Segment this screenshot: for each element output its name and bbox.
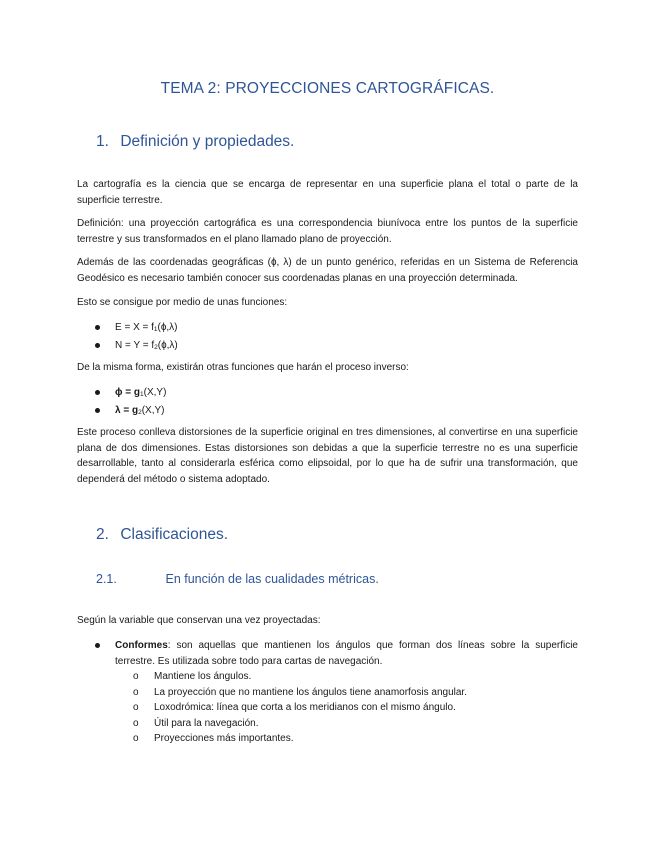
section-2-1-heading [96, 572, 379, 586]
inverse-functions-list [95, 385, 166, 421]
bullet-icon [95, 390, 100, 395]
section-2-number: 2. [96, 526, 109, 543]
paragraph-definicion: Definición: una proyección cartográfica es una correspondencia biunívoca entre los puntos de la superficie terrestre y sus transformados en el plano llamado plano de proyección. [77, 218, 578, 245]
paragraph-inverse-intro: De la misma forma, existirán otras funciones que harán el proceso inverso: [77, 362, 409, 373]
bullet-icon [95, 408, 100, 413]
sub-list-item: o Mantiene los ángulos. [115, 669, 578, 685]
circle-bullet-icon: o [133, 733, 139, 744]
section-1-title: Definición y propiedades. [120, 133, 295, 150]
circle-bullet-icon: o [133, 671, 139, 682]
circle-bullet-icon: o [133, 686, 139, 698]
list-item-conformes [95, 638, 578, 747]
paragraph-funciones-intro: Esto se consigue por medio de unas funciones: [77, 297, 288, 308]
paragraph-cartografia: La cartografía es la ciencia que se encarga de representar en una superficie plana el total o parte de la superficie terrestre. [77, 179, 578, 206]
list-item: $E = X = f_1(ɸ,\lambda)$ [95, 320, 178, 338]
conformes-description: : son aquellas que mantienen los ángulos que forman dos líneas sobre la superficie terrestre. Es utilizada sobre todo para cartas de navegación. [115, 640, 578, 667]
list-item: $\lambda = g_2(X,Y)$ [95, 403, 166, 421]
sub-list-item: o Útil para la navegación. [115, 716, 578, 732]
section-2-1-title: En función de las cualidades métricas. [165, 572, 379, 586]
sub-list-item: o Proyecciones más importantes. [115, 731, 578, 747]
sub-list-item: o Loxodrómica: línea que corta a los meridianos con el mismo ángulo. [115, 700, 578, 716]
conformes-term: Conformes [115, 640, 168, 651]
paragraph-variable: Según la variable que conservan una vez proyectadas: [77, 615, 321, 626]
paragraph-distorsiones: Este proceso conlleva distorsiones de la superficie original en tres dimensiones, al convertirse en una superficie plana de dos dimensiones. Estas distorsiones son debidas a que la superficie terrestre no es una superficie desarrollable, tanto al considerarla esférica como elipsoidal, por lo que ha de sufrir una transformación, que dependerá del método o sistema adoptado. [77, 427, 578, 485]
document-title: TEMA 2: PROYECCIONES CARTOGRÁFICAS. [160, 80, 495, 97]
classification-list [95, 638, 578, 747]
bullet-icon [95, 643, 100, 648]
list-item: ɸ = $g_1(X,Y)$ [95, 385, 166, 403]
section-1-number: 1. [96, 133, 109, 150]
section-2-1-number: 2.1. [96, 572, 117, 586]
functions-list [95, 320, 178, 356]
bullet-icon [95, 325, 100, 330]
sub-list-item: o La proyección que no mantiene los ángulos tiene anamorfosis angular. [115, 685, 578, 701]
circle-bullet-icon: o [133, 702, 139, 713]
section-2-title: Clasificaciones. [120, 526, 228, 543]
conformes-sublist [115, 669, 578, 747]
section-1-heading [96, 133, 294, 151]
section-2-heading [96, 526, 228, 544]
circle-bullet-icon: o [133, 717, 139, 729]
bullet-icon [95, 343, 100, 348]
paragraph-coordenadas: Además de las coordenadas geográficas (ɸ, λ) de un punto genérico, referidas en un Sistema de Referencia Geodésico es necesario también conocer sus coordenadas planas en una proyección determinada. [77, 257, 578, 284]
list-item: $N = Y = f_2(ɸ,\lambda)$ [95, 338, 178, 356]
